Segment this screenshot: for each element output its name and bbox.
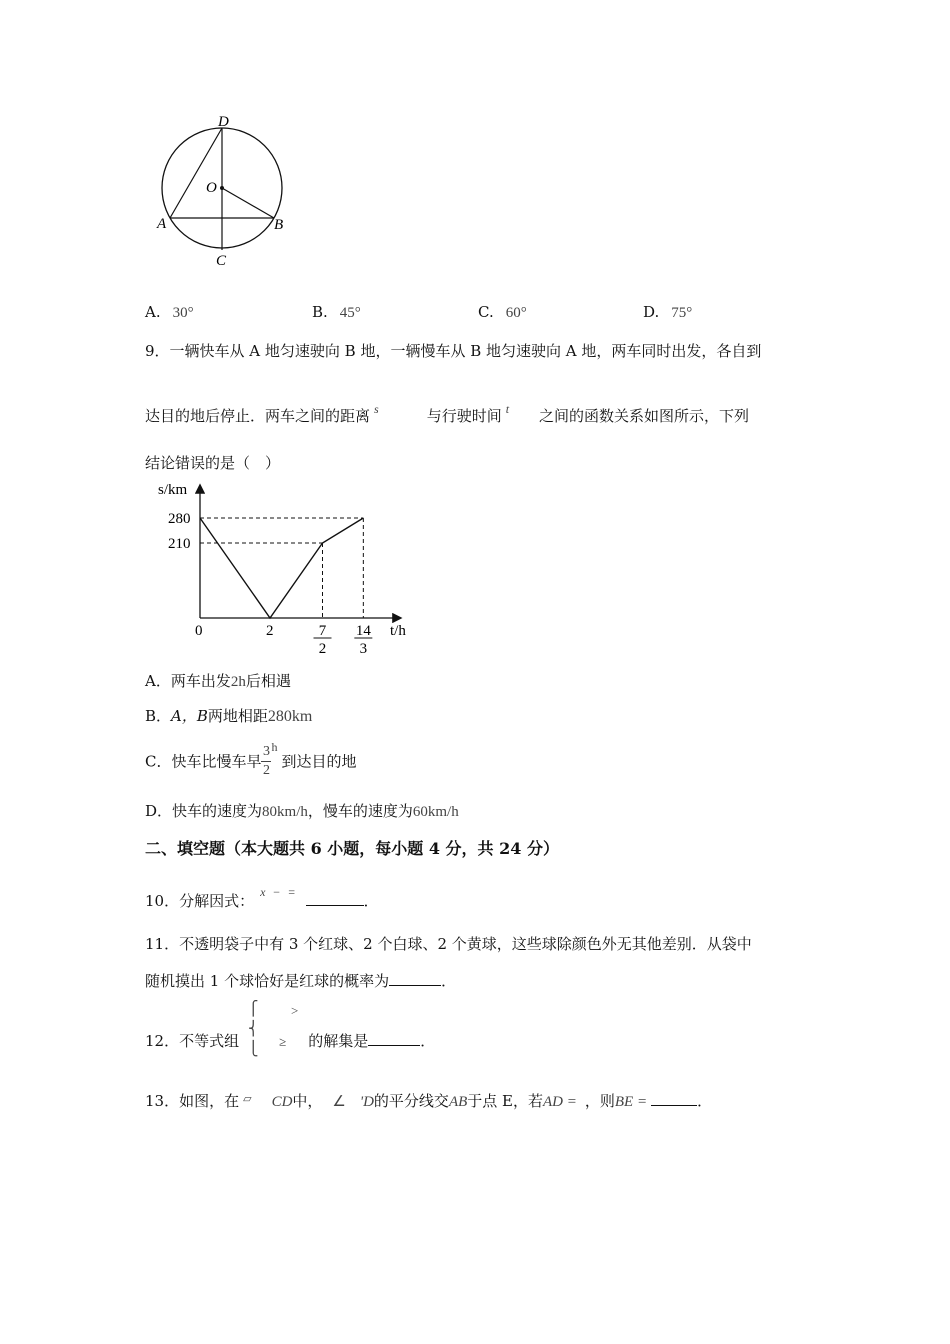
q9-line2: 达目的地后停止．两车之间的距离 $^s$ 与行驶时间 $^t$ 之间的函数关系如图所示，下列 [145, 402, 750, 425]
svg-text:7: 7 [318, 623, 327, 639]
q11-line1: 11．不透明袋子中有 3 个红球、2 个白球、2 个黄球，这些球除颜色外无其他差别．从袋中 [145, 935, 752, 953]
answer-blank[interactable] [368, 1031, 420, 1046]
q9-line3: 结论错误的是（ ） [145, 454, 281, 472]
x-tick-label [354, 623, 372, 657]
q9-option-d: D．快车的速度为80km/h，慢车的速度为60km/h [145, 802, 459, 820]
q12: 12．不等式组 ≥ 的解集是 ． [145, 1032, 436, 1050]
label-b: B [274, 217, 284, 233]
label-o: O [206, 180, 217, 196]
q9-option-c: C．快车比慢车早 $\frac{3}{2}$ $^h$到达目的地 [145, 740, 357, 778]
answer-blank[interactable] [306, 891, 364, 906]
section-title: 二、填空题（本大题共 6 小题，每小题 4 分，共 24 分） [145, 839, 559, 858]
q9-option-a: A．两车出发2h后相遇 [145, 672, 291, 690]
q12-top-sign: > [291, 1003, 299, 1018]
segment-ad [170, 128, 222, 218]
series-line [200, 518, 363, 618]
x-tick-label: 2 [266, 623, 274, 639]
y-axis-label: s/km [158, 482, 188, 498]
q11-line2: 随机摸出 1 个球恰好是红球的概率为 ． [145, 972, 457, 990]
answer-blank[interactable] [389, 971, 441, 986]
q8-option-d: D. 75° [643, 303, 693, 321]
q9-distance-time-chart [150, 478, 420, 658]
segment-ob [222, 188, 274, 218]
q8-option-c: C. 60° [478, 303, 527, 321]
center-dot [220, 186, 224, 190]
x-tick-label [314, 623, 332, 657]
q12-system-brace: ⎧ ⎨ ⎩ [248, 1002, 259, 1057]
answer-blank[interactable] [651, 1091, 697, 1106]
origin-label: 0 [195, 623, 203, 639]
q9-line1: 9．一辆快车从 A 地匀速驶向 B 地，一辆慢车从 B 地匀速驶向 A 地，两车同时出发，各自到 [145, 342, 762, 360]
y-tick-label: 210 [168, 536, 191, 552]
label-d: D [218, 114, 229, 130]
svg-text:3: 3 [359, 641, 368, 657]
x-axis-label: t/h [390, 623, 406, 639]
q9-option-b: B．A，B两地相距280km [145, 707, 313, 725]
circle-figure [150, 110, 300, 270]
svg-text:2: 2 [318, 641, 327, 657]
label-a: A [157, 216, 167, 232]
q8-option-a: A. 30° [145, 303, 194, 321]
q8-option-b: B. 45° [312, 303, 361, 321]
fraction-3-2: $\frac{3}{2}$ [262, 743, 270, 778]
label-c: C [216, 253, 227, 269]
q10: 10．分解因式： $^{x - =}$ ． [145, 885, 379, 910]
q13: 13．如图，在 ▱ CD中， ∠ 'D的平分线交AB于点 E，若AD = ，则BE = ． [145, 1092, 713, 1110]
svg-text:14: 14 [355, 623, 371, 639]
y-tick-label: 280 [168, 511, 191, 527]
